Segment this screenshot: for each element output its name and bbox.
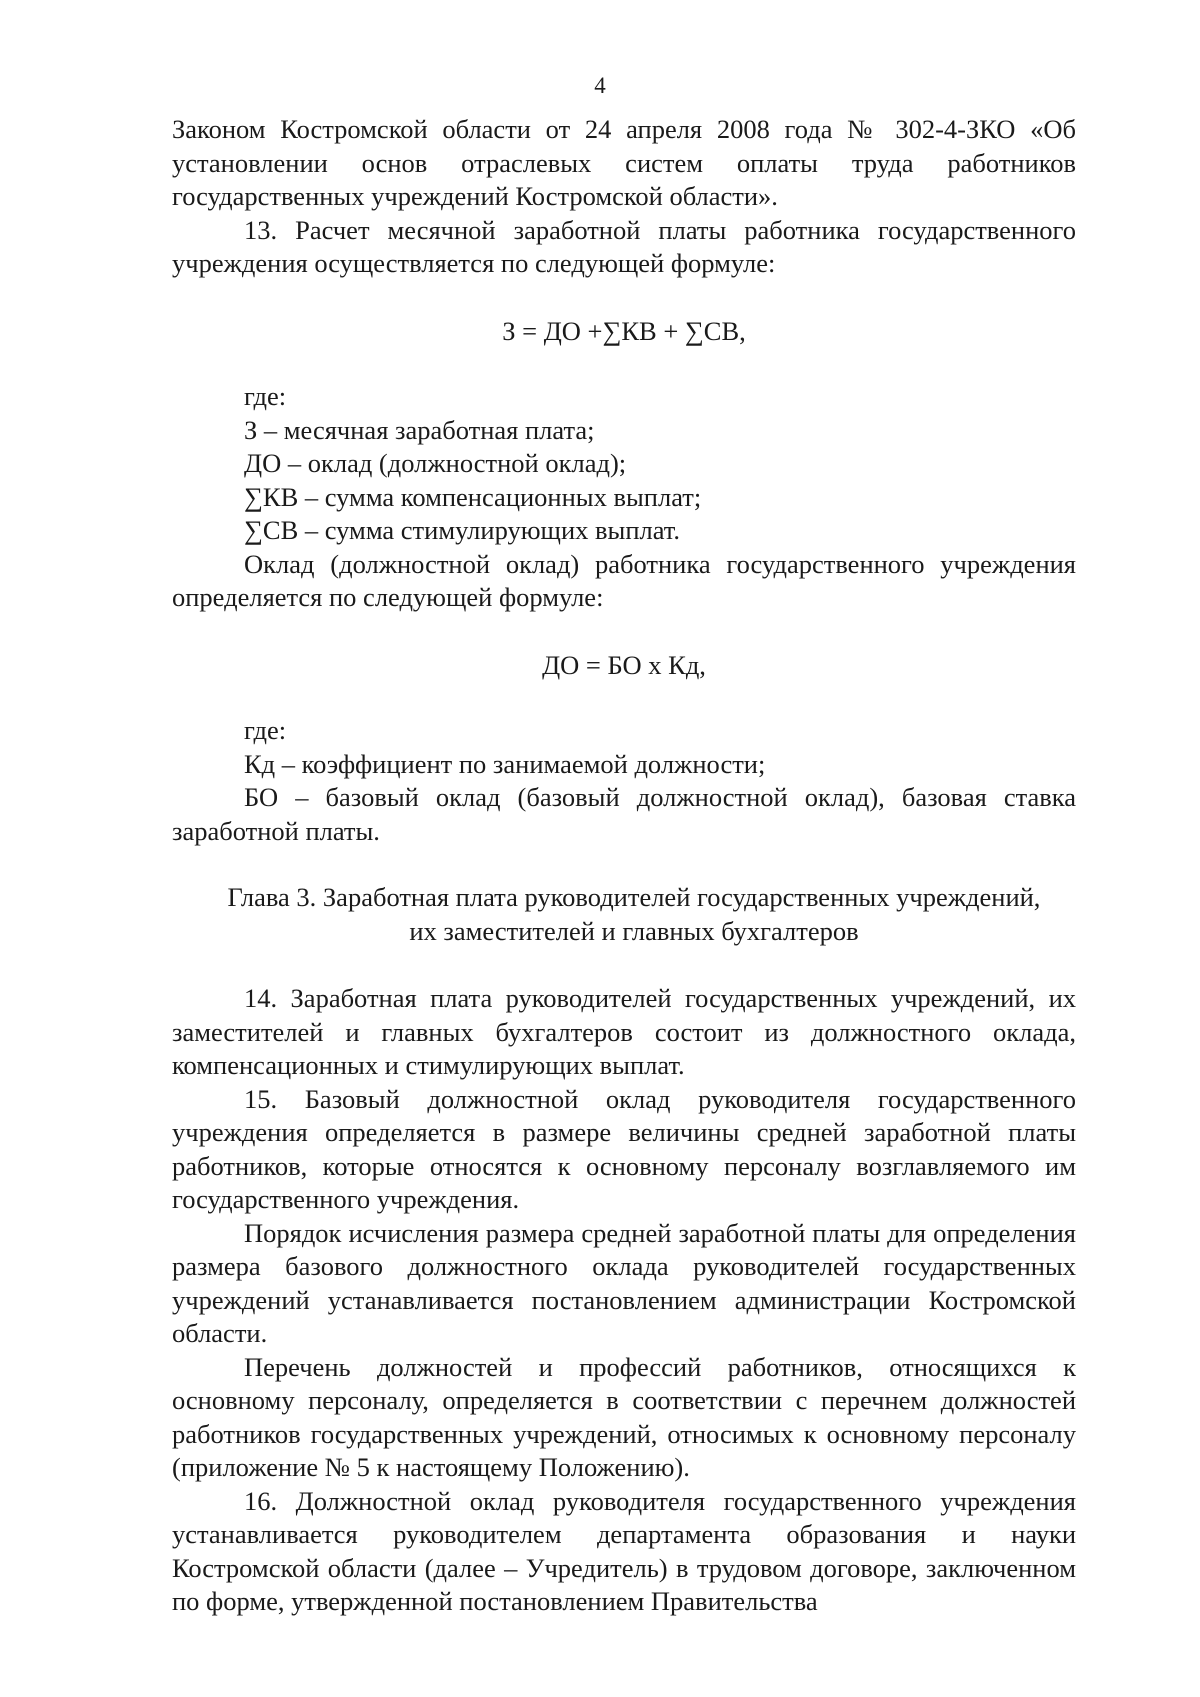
paragraph-15-list: Перечень должностей и профессий работников, относящихся к основному персоналу, определяется в соответствии с перечнем должностей работников государственных учреждений, относимых к основному персоналу (приложение № 5 к настоящему Положению).: [172, 1351, 1076, 1482]
chapter-title-line-2: их заместителей и главных бухгалтеров: [409, 915, 859, 946]
where-label: где:: [244, 715, 287, 745]
spacer: [172, 281, 1076, 315]
paragraph-15: 15. Базовый должностной оклад руководителя государственного учреждения определяется в размере величины средней заработной платы работников, которые относятся к основному персоналу возглавляемого им государственного учреждения.: [172, 1083, 1076, 1214]
formula-oklad: ДО = БО х Кд,: [542, 649, 706, 680]
definition-do: ДО – оклад (должностной оклад);: [244, 448, 627, 478]
page-number: 4: [594, 73, 606, 98]
definition-sv: ∑СВ – сумма стимулирующих выплат.: [244, 515, 681, 545]
definition-kd: Кд – коэффициент по занимаемой должности;: [244, 748, 766, 779]
definition-z: З – месячная заработная плата;: [244, 414, 595, 445]
spacer: [172, 615, 1076, 649]
document-body: [172, 113, 1076, 1619]
paragraph-15-order: Порядок исчисления размера средней заработной платы для определения размера базового должностного оклада руководителей государственных учреждений устанавливается постановлением администрации Костромской области.: [172, 1217, 1076, 1348]
definition-kv: ∑КВ – сумма компенсационных выплат;: [244, 481, 702, 512]
paragraph-oklad: Оклад (должностной оклад) работника государственного учреждения определяется по следующей формуле:: [172, 548, 1076, 612]
spacer: [172, 348, 1076, 380]
definition-bo: БО – базовый оклад (базовый должностной оклад), базовая ставка заработной платы.: [172, 782, 1076, 846]
paragraph-16: 16. Должностной оклад руководителя государственного учреждения устанавливается руководителем департамента образования и науки Костромской области (далее – Учредитель) в трудовом договоре, заключенном по форме, утвержденной постановлением Правительства: [172, 1485, 1076, 1616]
paragraph-14: 14. Заработная плата руководителей государственных учреждений, их заместителей и главных бухгалтеров состоит из должностного оклада, компенсационных и стимулирующих выплат.: [172, 983, 1076, 1080]
spacer: [172, 848, 1076, 881]
spacer: [172, 948, 1076, 982]
paragraph-law-reference: Законом Костромской области от 24 апреля 2008 года № 302-4-ЗКО «Об установлении основ отраслевых систем оплаты труда работников государственных учреждений Костромской области».: [172, 114, 1076, 211]
where-label: где:: [244, 381, 287, 411]
formula-salary: З = ДО +∑КВ + ∑СВ,: [502, 315, 746, 346]
chapter-title-line-1: Глава 3. Заработная плата руководителей государственных учреждений,: [227, 882, 1041, 912]
paragraph-13: 13. Расчет месячной заработной платы работника государственного учреждения осуществляется по следующей формуле:: [172, 214, 1076, 278]
spacer: [172, 682, 1076, 714]
